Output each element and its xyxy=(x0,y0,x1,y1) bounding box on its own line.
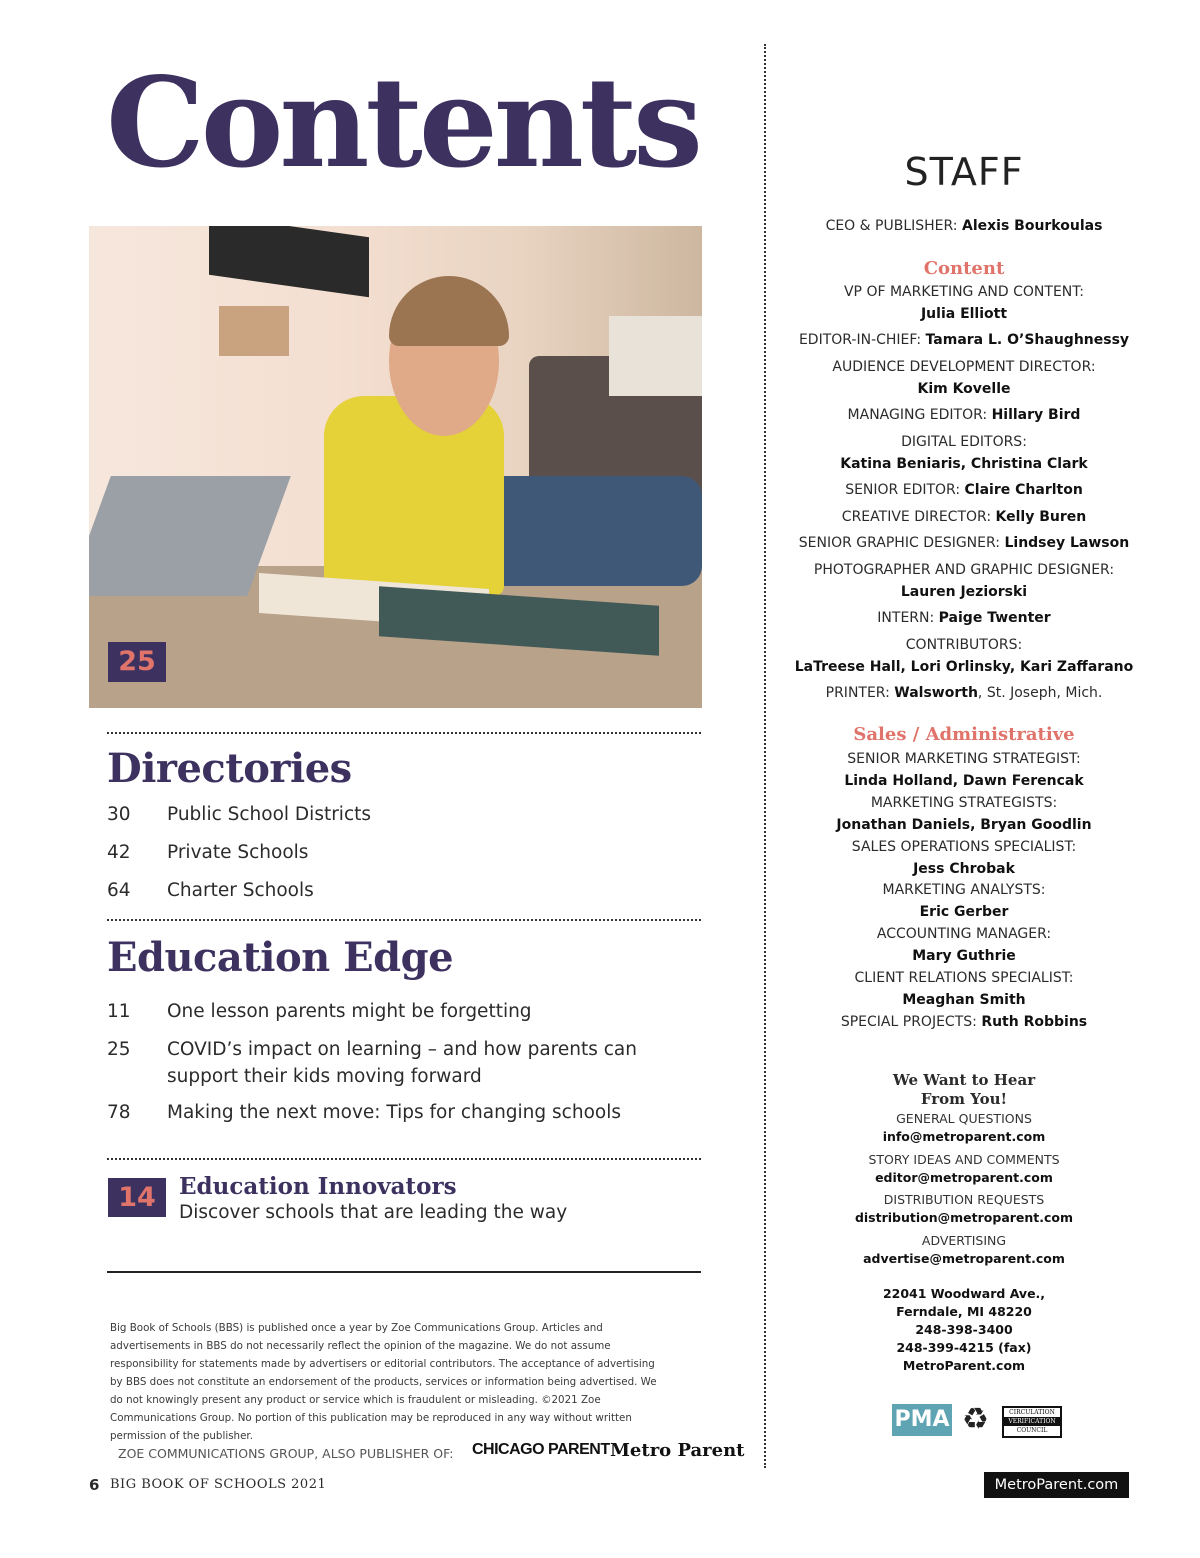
page-number: 6 xyxy=(89,1476,100,1494)
item-title: Public School Districts xyxy=(167,804,372,825)
staff-name: Lindsey Lawson xyxy=(1004,535,1130,551)
staff-title: STAFF xyxy=(904,150,1024,194)
page-number: 30 xyxy=(107,804,131,825)
staff-role: CEO & PUBLISHER: xyxy=(825,218,958,234)
staff-role: SALES OPERATIONS SPECIALIST: xyxy=(851,839,1077,855)
contact-item xyxy=(790,1151,1138,1187)
staff-role: INTERN: xyxy=(877,610,935,626)
divider xyxy=(107,1158,701,1160)
staff-entry xyxy=(790,281,1138,325)
contact-email[interactable]: distribution@metroparent.com xyxy=(854,1210,1074,1225)
innovators-subtitle: Discover schools that are leading the way xyxy=(179,1202,568,1223)
staff-name: Linda Holland, Dawn Ferencak xyxy=(844,773,1084,789)
page-number: 42 xyxy=(107,842,131,863)
staff-name: Jess Chrobak xyxy=(913,861,1015,877)
staff-entry xyxy=(790,967,1138,1011)
staff-name: LaTreese Hall, Lori Orlinsky, Kari Zaffarano xyxy=(794,659,1134,675)
staff-name: Walsworth xyxy=(894,685,978,701)
staff-name: Eric Gerber xyxy=(919,904,1009,920)
staff-entry xyxy=(790,559,1138,603)
divider xyxy=(107,1271,701,1273)
staff-entry xyxy=(790,532,1138,554)
staff-role: MARKETING ANALYSTS: xyxy=(882,882,1046,898)
publication-name: BIG BOOK OF SCHOOLS 2021 xyxy=(110,1477,327,1492)
page-badge: 14 xyxy=(108,1178,166,1217)
staff-entry xyxy=(790,506,1138,528)
cvc-line: COUNCIL xyxy=(1016,1427,1048,1434)
address-block xyxy=(790,1285,1138,1375)
staff-role: AUDIENCE DEVELOPMENT DIRECTOR: xyxy=(832,359,1096,375)
circulation-verification-logo xyxy=(1002,1406,1062,1438)
staff-name: Meaghan Smith xyxy=(902,992,1026,1008)
staff-name: Lauren Jeziorski xyxy=(900,584,1028,600)
staff-name: Kelly Buren xyxy=(995,509,1087,525)
contact-email[interactable]: info@metroparent.com xyxy=(882,1129,1046,1144)
contact-heading xyxy=(790,1071,1138,1109)
page-number: 11 xyxy=(107,1001,131,1022)
staff-entry xyxy=(790,356,1138,400)
staff-subhead-content: Content xyxy=(923,258,1005,279)
item-title: One lesson parents might be forgetting xyxy=(167,1001,532,1022)
staff-entry xyxy=(790,923,1138,967)
metro-parent-logo: Metro Parent xyxy=(610,1440,745,1461)
staff-name: Ruth Robbins xyxy=(981,1014,1088,1030)
cvc-line: VERIFICATION xyxy=(1004,1417,1060,1426)
contact-item xyxy=(790,1191,1138,1227)
cvc-line: CIRCULATION xyxy=(1009,1409,1055,1416)
contact-email[interactable]: advertise@metroparent.com xyxy=(863,1251,1065,1266)
staff-name: Katina Beniaris, Christina Clark xyxy=(840,456,1088,472)
innovators-title[interactable]: Education Innovators xyxy=(179,1173,457,1200)
recycle-icon: ♻ xyxy=(962,1402,989,1437)
staff-name: Hillary Bird xyxy=(991,407,1081,423)
staff-role: SENIOR MARKETING STRATEGIST: xyxy=(847,751,1081,767)
phone: 248-398-3400 xyxy=(915,1322,1013,1337)
staff-entry xyxy=(790,792,1138,836)
contact-label: ADVERTISING xyxy=(921,1233,1007,1248)
item-title: COVID’s impact on learning – and how parents can support their kids moving forward xyxy=(167,1039,637,1087)
chicago-parent-logo: CHICAGO PARENT xyxy=(472,1441,610,1458)
staff-entry xyxy=(790,329,1138,351)
staff-role: SENIOR GRAPHIC DESIGNER: xyxy=(798,535,1001,551)
staff-name: Julia Elliott xyxy=(920,306,1008,322)
staff-entry xyxy=(790,404,1138,426)
staff-role: PHOTOGRAPHER AND GRAPHIC DESIGNER: xyxy=(813,562,1115,578)
item-title: Making the next move: Tips for changing schools xyxy=(167,1102,621,1123)
staff-role: CLIENT RELATIONS SPECIALIST: xyxy=(854,970,1074,986)
contact-heading-line-2: From You! xyxy=(920,1090,1008,1108)
staff-entry xyxy=(790,1011,1138,1033)
staff-role: SPECIAL PROJECTS: xyxy=(840,1014,977,1030)
address-line: 22041 Woodward Ave., xyxy=(882,1286,1046,1301)
address-line: Ferndale, MI 48220 xyxy=(896,1304,1032,1319)
staff-role: CREATIVE DIRECTOR: xyxy=(841,509,992,525)
staff-entry xyxy=(790,634,1138,678)
disclaimer-text: Big Book of Schools (BBS) is published once a year by Zoe Communications Group. Articles and advertisements in BBS do not necessarily reflect the opinion of the magazine. We do not assume responsibility for statements made by advertisers or editorial contributors. The acceptance of advertising by BBS does not constitute an endorsement of the products, services or information being advertised. We do not knowingly present any product or service which is fraudulent or misleading. ©2021 Zoe Communications Group. No portion of this publication may be reproduced in any way without written permission of the publisher. xyxy=(110,1322,657,1442)
staff-name: Tamara L. O’Shaughnessy xyxy=(925,332,1130,348)
section-title-education-edge: Education Edge xyxy=(107,934,454,981)
page-badge: 25 xyxy=(108,642,166,682)
staff-name: Claire Charlton xyxy=(964,482,1083,498)
staff-role: VP OF MARKETING AND CONTENT: xyxy=(843,284,1084,300)
staff-entry xyxy=(790,431,1138,475)
staff-subhead-sales: Sales / Administrative xyxy=(853,724,1075,745)
column-divider xyxy=(764,44,766,1468)
item-title: Charter Schools xyxy=(167,880,314,901)
hero-photo xyxy=(89,226,702,708)
page-number: 25 xyxy=(107,1039,131,1060)
staff-role: DIGITAL EDITORS: xyxy=(901,434,1027,450)
staff-entry xyxy=(790,479,1138,501)
website[interactable]: MetroParent.com xyxy=(902,1358,1026,1373)
contact-label: GENERAL QUESTIONS xyxy=(896,1111,1032,1126)
staff-entry xyxy=(790,682,1138,704)
staff-role: SENIOR EDITOR: xyxy=(845,482,961,498)
site-url[interactable]: MetroParent.com xyxy=(984,1472,1129,1498)
staff-role: ACCOUNTING MANAGER: xyxy=(876,926,1052,942)
staff-name: Alexis Bourkoulas xyxy=(961,218,1103,234)
contact-email[interactable]: editor@metroparent.com xyxy=(875,1170,1053,1185)
staff-role: PRINTER: xyxy=(825,685,890,701)
contact-item xyxy=(790,1232,1138,1268)
staff-entry xyxy=(790,607,1138,629)
staff-name: Paige Twenter xyxy=(938,610,1051,626)
staff-role: CONTRIBUTORS: xyxy=(905,637,1023,653)
staff-role: MARKETING STRATEGISTS: xyxy=(870,795,1058,811)
staff-entry xyxy=(790,879,1138,923)
staff-role: MANAGING EDITOR: xyxy=(847,407,988,423)
staff-role: EDITOR-IN-CHIEF: xyxy=(798,332,922,348)
staff-name: Jonathan Daniels, Bryan Goodlin xyxy=(836,817,1092,833)
divider xyxy=(107,919,701,921)
pma-logo: PMA xyxy=(892,1404,952,1436)
section-title-directories: Directories xyxy=(107,745,352,792)
contact-heading-line-1: We Want to Hear xyxy=(892,1071,1036,1089)
page-number: 64 xyxy=(107,880,131,901)
item-title: Private Schools xyxy=(167,842,309,863)
publisher-line: ZOE COMMUNICATIONS GROUP, ALSO PUBLISHER OF: xyxy=(118,1446,454,1461)
staff-entry xyxy=(790,836,1138,880)
staff-location: , St. Joseph, Mich. xyxy=(977,685,1103,701)
divider xyxy=(107,732,701,734)
page-number: 78 xyxy=(107,1102,131,1123)
staff-name: Mary Guthrie xyxy=(912,948,1016,964)
contact-label: STORY IDEAS AND COMMENTS xyxy=(868,1152,1060,1167)
staff-name: Kim Kovelle xyxy=(917,381,1011,397)
fax: 248-399-4215 (fax) xyxy=(896,1340,1032,1355)
contact-item xyxy=(790,1110,1138,1146)
staff-entry xyxy=(790,748,1138,792)
contact-label: DISTRIBUTION REQUESTS xyxy=(883,1192,1045,1207)
staff-entry xyxy=(790,215,1138,237)
page-title: Contents xyxy=(106,51,699,196)
